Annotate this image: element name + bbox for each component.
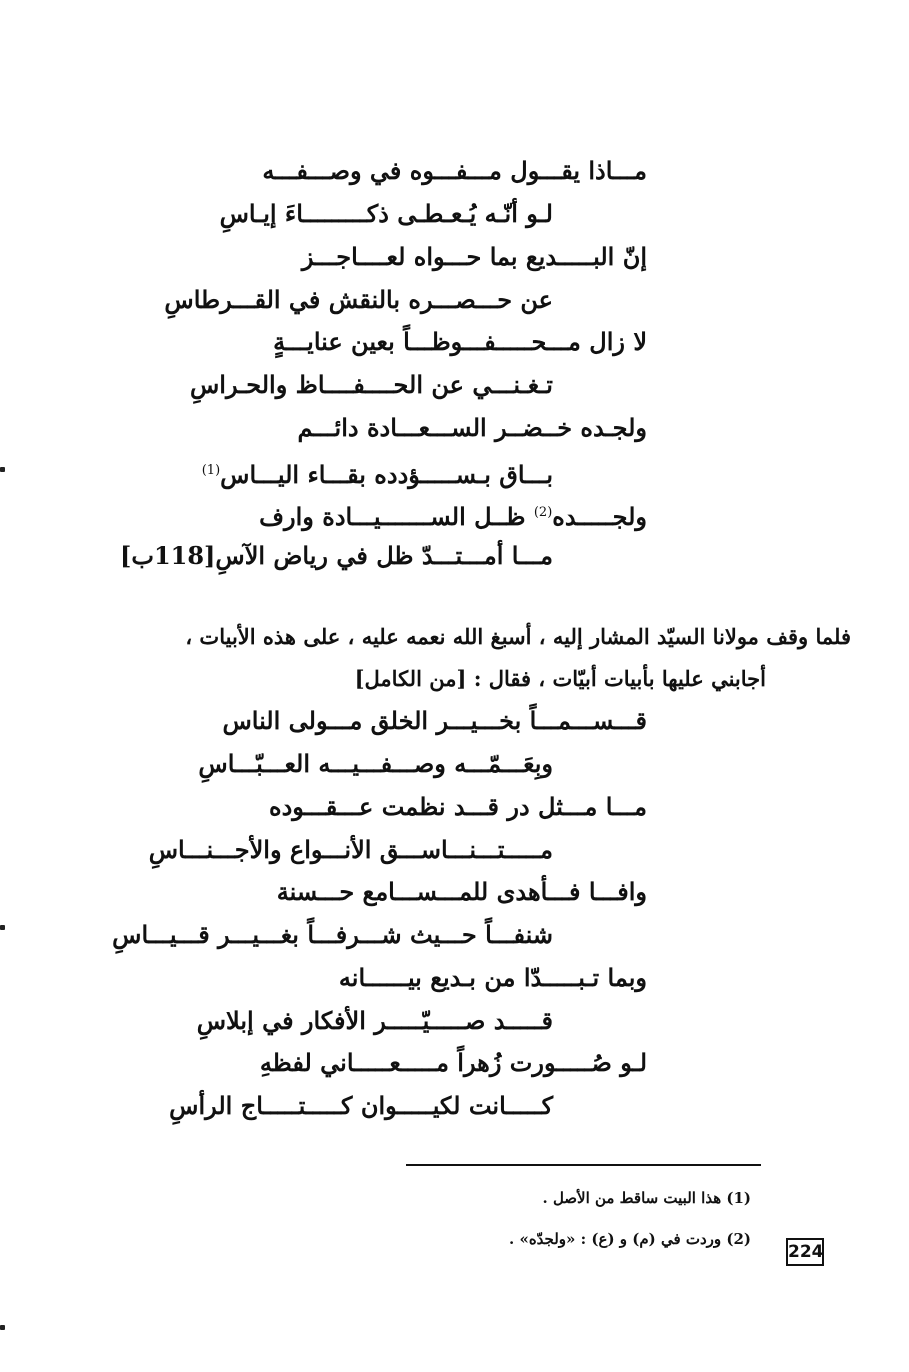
scan-mark [0, 467, 5, 472]
verse-line: مـــا مـــثل در قـــد نظمت عـــقـــوده [269, 792, 647, 821]
verse-line: وبِعَـــمّـــه وصـــفـــيـــه العـــبّـــاسِ [198, 749, 553, 778]
footnote-ref: (1) [201, 463, 221, 478]
verse-line: مـــــتـــنـــاســـق الأنـــواع والأجـــنـــاسِ [148, 835, 553, 864]
footnote-separator [406, 1164, 761, 1166]
verse-line: وافـــا فـــأهدى للمـــســـامع حـــسنة [276, 877, 647, 906]
verse-line: لا زال مـــحـــــفـــوظـــاً بعين عنايـــةٍ [273, 327, 647, 356]
prose-line: أجابني عليها بأبيات أبيّات ، فقال : [من الكامل] [354, 666, 766, 691]
verse-line: عن حـــصـــره بالنقش في القـــرطاسِ [164, 285, 553, 314]
page-number: 224 [786, 1238, 824, 1266]
prose-line: فلما وقف مولانا السيّد المشار إليه ، أسبغ الله نعمه عليه ، على هذه الأبيات ، [185, 624, 851, 649]
verse-line: مـــا أمـــتـــدّ ظل في رياض الآسِ[118ب] [119, 541, 553, 570]
verse-line: تـغـنـــي عن الحــــفــــاظ والحـراسِ [190, 370, 553, 399]
verse-line: إنّ البـــــديع بما حـــواه لعــــاجـــز [301, 242, 647, 271]
verse-line: مـــاذا يقـــول مـــفـــوه في وصـــفـــه [262, 156, 647, 185]
verse-text: بـــاق بـســـــؤدده بقـــاء اليـــاس [220, 460, 553, 489]
verse-line: لـو أنّـه يُـعـطـى ذكـــــــــاءَ إيـاسِ [219, 199, 553, 228]
scan-mark [0, 1325, 5, 1330]
verse-line: شنفـــاً حـــيث شـــرفـــاً بغـــيـــر قـــيـــاسِ [112, 920, 553, 949]
footnote-ref: (2) [533, 505, 553, 520]
verse-line: ولجـده خــضــر الســـعـــادة دائـــم [297, 413, 647, 442]
verse-line [259, 495, 647, 535]
verse-line: قـــســـمـــاً بخـــيـــر الخلق مـــولى الناس [222, 706, 647, 735]
verse-line [202, 453, 553, 493]
verse-line: وبما تـبـــــدّا من بـديع بيــــــانه [338, 963, 647, 992]
verse-text: ولجـــــده [552, 502, 647, 531]
verse-line: كـــــانت لكيـــــوان كـــــتـــــاج الرأسِ [169, 1091, 553, 1120]
footnote-1: (1) هذا البيت ساقط من الأصل . [542, 1189, 751, 1207]
verse-text: ظــل الســـــــيـــادة وارف [259, 502, 534, 531]
verse-line: قـــــد صـــــيّـــــر الأفكار في إبلاسِ [196, 1006, 553, 1035]
verse-line: لـو صُـــــورت زُهراً مـــــعـــــاني لفظهِ [259, 1048, 647, 1077]
scan-mark [0, 925, 5, 930]
footnote-2: (2) وردت في (م) و (ع) : «ولجدّه» . [509, 1230, 751, 1248]
